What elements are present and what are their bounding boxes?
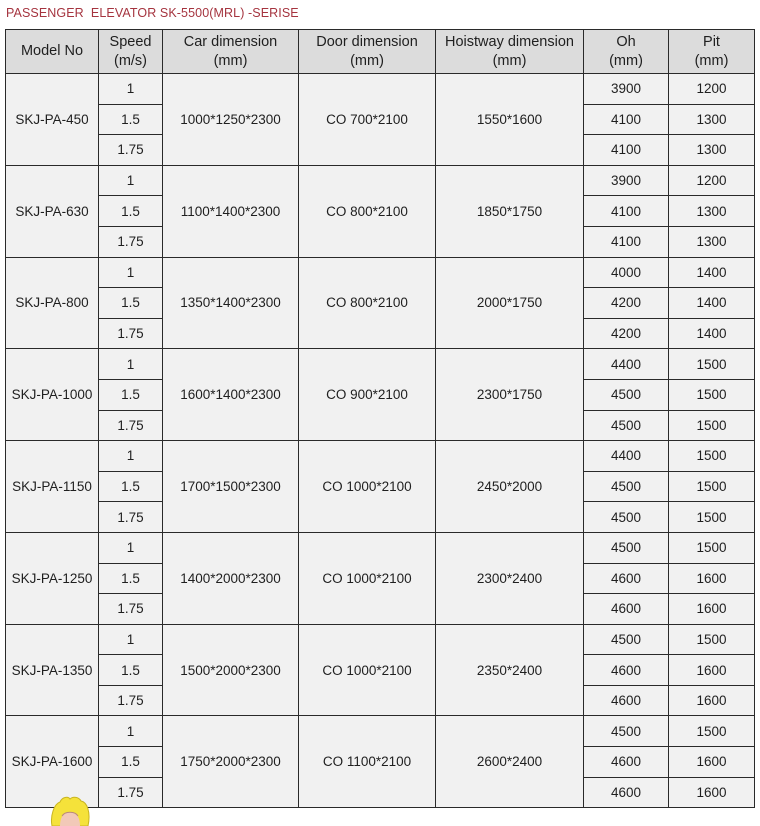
cell-pit: 1300 [669, 135, 755, 166]
cell-speed: 1.75 [99, 318, 163, 349]
cell-oh: 4100 [584, 135, 669, 166]
cell-door-dimension: CO 1000*2100 [299, 624, 436, 716]
cell-speed: 1.5 [99, 747, 163, 778]
cell-door-dimension: CO 900*2100 [299, 349, 436, 441]
cell-oh: 4500 [584, 502, 669, 533]
cell-pit: 1500 [669, 441, 755, 472]
cell-oh: 4400 [584, 349, 669, 380]
cell-pit: 1600 [669, 594, 755, 625]
cell-speed: 1.5 [99, 655, 163, 686]
header-hoistway-dimension: Hoistway dimension (mm) [436, 30, 584, 74]
header-oh: Oh (mm) [584, 30, 669, 74]
table-row [6, 349, 755, 380]
cell-oh: 4200 [584, 288, 669, 319]
table-row [6, 532, 755, 563]
cell-oh: 4200 [584, 318, 669, 349]
cell-pit: 1600 [669, 655, 755, 686]
cell-car-dimension: 1000*1250*2300 [163, 74, 299, 166]
cell-oh: 4000 [584, 257, 669, 288]
cell-speed: 1.5 [99, 471, 163, 502]
cell-oh: 4600 [584, 594, 669, 625]
cell-pit: 1500 [669, 349, 755, 380]
cell-car-dimension: 1600*1400*2300 [163, 349, 299, 441]
cell-model-no: SKJ-PA-1250 [6, 532, 99, 624]
cell-pit: 1300 [669, 196, 755, 227]
cell-door-dimension: CO 1000*2100 [299, 441, 436, 533]
cell-model-no: SKJ-PA-1350 [6, 624, 99, 716]
cell-speed: 1.75 [99, 777, 163, 808]
cell-oh: 4100 [584, 196, 669, 227]
cell-car-dimension: 1700*1500*2300 [163, 441, 299, 533]
cell-oh: 4500 [584, 471, 669, 502]
cell-hoistway-dimension: 1850*1750 [436, 165, 584, 257]
cell-speed: 1.75 [99, 226, 163, 257]
cell-speed: 1 [99, 165, 163, 196]
cell-pit: 1500 [669, 471, 755, 502]
cell-pit: 1500 [669, 624, 755, 655]
cell-car-dimension: 1100*1400*2300 [163, 165, 299, 257]
cell-speed: 1.5 [99, 379, 163, 410]
cell-oh: 4600 [584, 655, 669, 686]
cell-speed: 1.5 [99, 104, 163, 135]
cell-oh: 3900 [584, 165, 669, 196]
table-row [6, 257, 755, 288]
cell-door-dimension: CO 800*2100 [299, 165, 436, 257]
cell-speed: 1 [99, 441, 163, 472]
cell-speed: 1 [99, 716, 163, 747]
cell-car-dimension: 1350*1400*2300 [163, 257, 299, 349]
cell-speed: 1 [99, 257, 163, 288]
cell-pit: 1300 [669, 104, 755, 135]
cell-speed: 1.5 [99, 196, 163, 227]
cell-oh: 4100 [584, 104, 669, 135]
cartoon-avatar-icon [46, 796, 94, 826]
header-speed: Speed (m/s) [99, 30, 163, 74]
cell-pit: 1400 [669, 288, 755, 319]
cell-hoistway-dimension: 2350*2400 [436, 624, 584, 716]
cell-oh: 4500 [584, 410, 669, 441]
cell-oh: 4600 [584, 563, 669, 594]
cell-pit: 1200 [669, 165, 755, 196]
cell-hoistway-dimension: 2450*2000 [436, 441, 584, 533]
cell-speed: 1.75 [99, 685, 163, 716]
cell-speed: 1.75 [99, 410, 163, 441]
cell-oh: 4600 [584, 777, 669, 808]
header-model-no: Model No [6, 30, 99, 74]
cell-oh: 4100 [584, 226, 669, 257]
cell-door-dimension: CO 800*2100 [299, 257, 436, 349]
cell-hoistway-dimension: 1550*1600 [436, 74, 584, 166]
cell-model-no: SKJ-PA-630 [6, 165, 99, 257]
cell-model-no: SKJ-PA-800 [6, 257, 99, 349]
cell-pit: 1600 [669, 685, 755, 716]
cell-speed: 1.75 [99, 135, 163, 166]
cell-speed: 1.5 [99, 288, 163, 319]
table-body [6, 74, 755, 808]
cell-oh: 4500 [584, 379, 669, 410]
cell-speed: 1 [99, 624, 163, 655]
cell-hoistway-dimension: 2300*1750 [436, 349, 584, 441]
cell-door-dimension: CO 1100*2100 [299, 716, 436, 808]
cell-pit: 1500 [669, 716, 755, 747]
cell-door-dimension: CO 700*2100 [299, 74, 436, 166]
table-row [6, 716, 755, 747]
cell-pit: 1500 [669, 532, 755, 563]
cell-speed: 1 [99, 74, 163, 105]
cell-model-no: SKJ-PA-1000 [6, 349, 99, 441]
cell-oh: 4500 [584, 624, 669, 655]
cell-pit: 1500 [669, 410, 755, 441]
cell-pit: 1300 [669, 226, 755, 257]
table-row [6, 624, 755, 655]
cell-speed: 1.75 [99, 594, 163, 625]
cell-pit: 1600 [669, 747, 755, 778]
cell-car-dimension: 1500*2000*2300 [163, 624, 299, 716]
page-title: PASSENGER ELEVATOR SK-5500(MRL) -SERISE [6, 6, 299, 20]
cell-pit: 1500 [669, 502, 755, 533]
cell-speed: 1 [99, 532, 163, 563]
table-row [6, 165, 755, 196]
cell-oh: 4500 [584, 532, 669, 563]
cell-door-dimension: CO 1000*2100 [299, 532, 436, 624]
cell-car-dimension: 1400*2000*2300 [163, 532, 299, 624]
table-row [6, 74, 755, 105]
cell-model-no: SKJ-PA-450 [6, 74, 99, 166]
cell-hoistway-dimension: 2600*2400 [436, 716, 584, 808]
header-door-dimension: Door dimension (mm) [299, 30, 436, 74]
elevator-spec-table [5, 29, 755, 808]
cell-speed: 1 [99, 349, 163, 380]
cell-oh: 4600 [584, 685, 669, 716]
cell-hoistway-dimension: 2000*1750 [436, 257, 584, 349]
cell-hoistway-dimension: 2300*2400 [436, 532, 584, 624]
table-header-row [6, 30, 755, 74]
header-car-dimension: Car dimension (mm) [163, 30, 299, 74]
cell-speed: 1.75 [99, 502, 163, 533]
cell-pit: 1600 [669, 563, 755, 594]
cell-pit: 1200 [669, 74, 755, 105]
cell-oh: 3900 [584, 74, 669, 105]
cell-pit: 1600 [669, 777, 755, 808]
cell-car-dimension: 1750*2000*2300 [163, 716, 299, 808]
cell-pit: 1500 [669, 379, 755, 410]
table-row [6, 441, 755, 472]
cell-model-no: SKJ-PA-1600 [6, 716, 99, 808]
cell-speed: 1.5 [99, 563, 163, 594]
cell-pit: 1400 [669, 257, 755, 288]
header-pit: Pit (mm) [669, 30, 755, 74]
cell-model-no: SKJ-PA-1150 [6, 441, 99, 533]
cell-oh: 4500 [584, 716, 669, 747]
cell-oh: 4400 [584, 441, 669, 472]
cell-pit: 1400 [669, 318, 755, 349]
cell-oh: 4600 [584, 747, 669, 778]
